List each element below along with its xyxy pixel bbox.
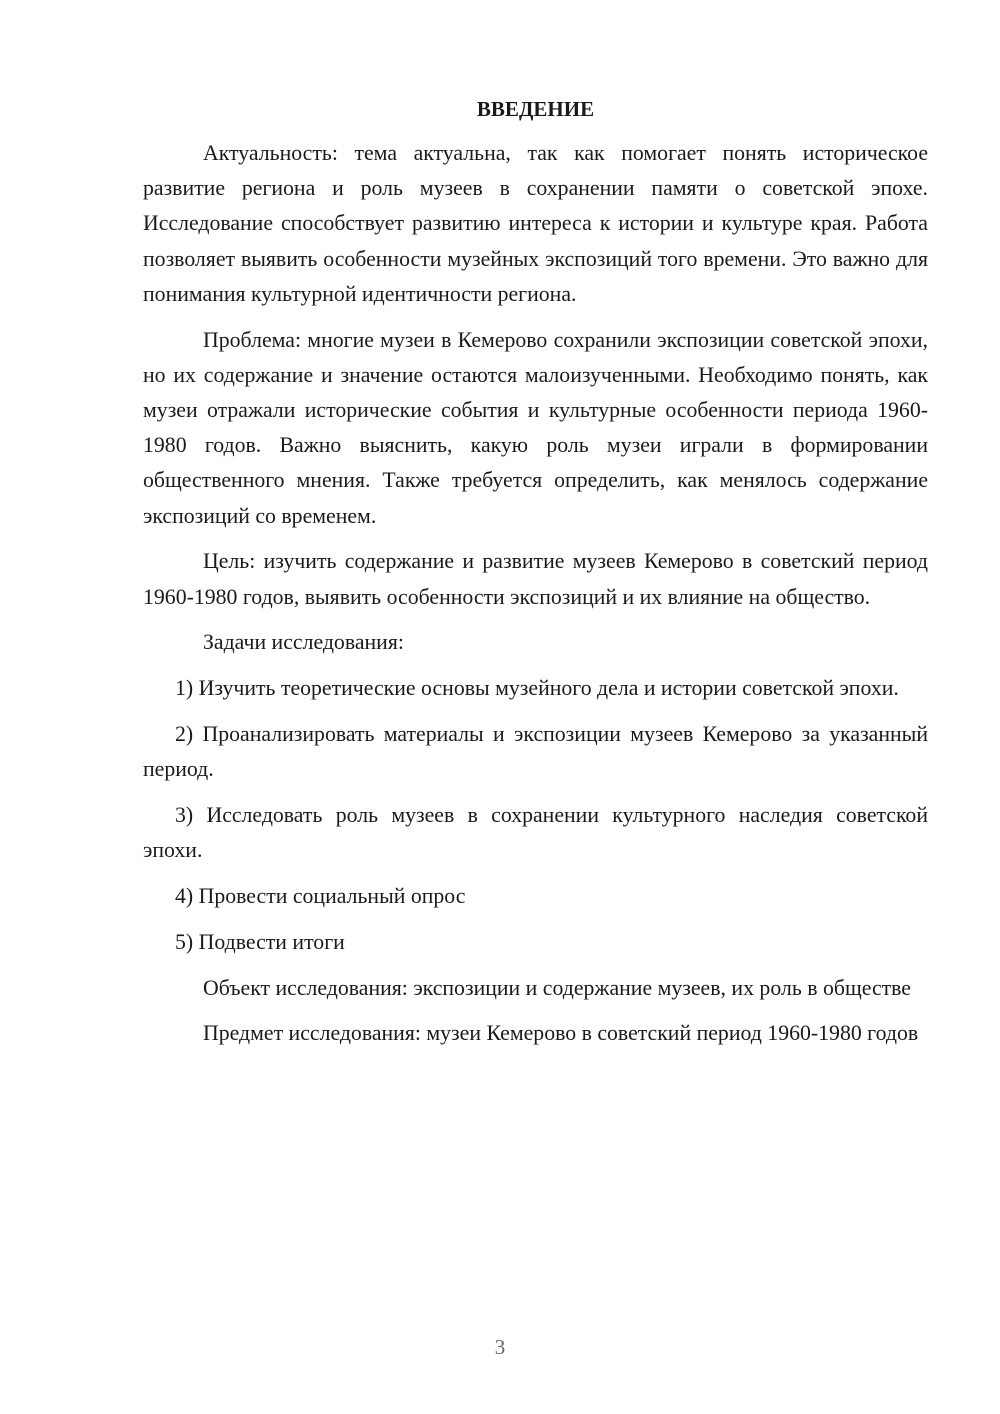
task-item-2: 2) Проанализировать материалы и экспозиции музеев Кемерово за указанный период. xyxy=(143,722,928,782)
document-page xyxy=(143,92,928,1052)
page-title: ВВЕДЕНИЕ xyxy=(476,97,595,121)
paragraph-goal: Цель: изучить содержание и развитие музеев Кемерово в советский период 1960-1980 годов, выявить особенности экспозиций и их влияние на общество. xyxy=(143,549,928,609)
task-item-3: 3) Исследовать роль музеев в сохранении культурного наследия советской эпохи. xyxy=(143,803,928,863)
paragraph-object: Объект исследования: экспозиции и содержание музеев, их роль в обществе xyxy=(203,975,911,1000)
paragraph-problem: Проблема: многие музеи в Кемерово сохранили экспозиции советской эпохи, но их содержание и значение остаются малоизученными. Необходимо понять, как музеи отражали исторические события и культурные особенности периода 1960-1980 годов. Важно выяснить, какую роль музеи играли в формировании общественного мнения. Также требуется определить, как менялось содержание экспозиций со временем. xyxy=(143,327,928,528)
tasks-heading: Задачи исследования: xyxy=(203,630,404,655)
task-item-5: 5) Подвести итоги xyxy=(175,929,345,954)
page-number: 3 xyxy=(494,1335,506,1359)
task-item-4: 4) Провести социальный опрос xyxy=(175,884,466,909)
task-item-1: 1) Изучить теоретические основы музейного дела и истории советской эпохи. xyxy=(175,676,899,701)
paragraph-relevance: Актуальность: тема актуальна, так как помогает понять историческое развитие региона и роль музеев в сохранении памяти о советской эпохе. Исследование способствует развитию интереса к истории и культуре края. Работа позволяет выявить особенности музейных экспозиций того времени. Это важно для понимания культурной идентичности региона. xyxy=(143,141,928,306)
paragraph-subject: Предмет исследования: музеи Кемерово в советский период 1960-1980 годов xyxy=(203,1021,919,1046)
